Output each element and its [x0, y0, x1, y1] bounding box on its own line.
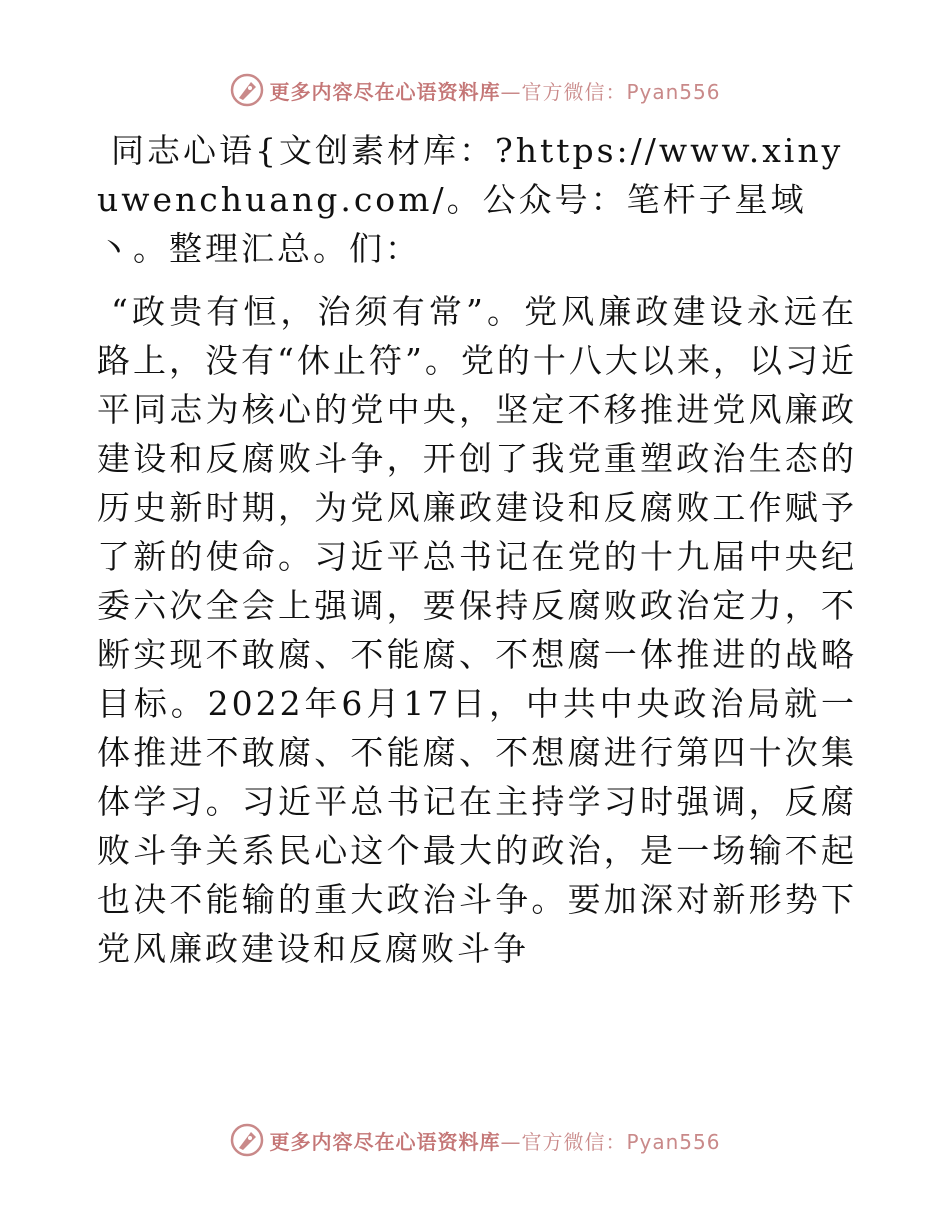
header-banner-text: 更多内容尽在心语资料库—官方微信：Pyan556: [269, 79, 721, 104]
body-paragraph: “政贵有恒，治须有常”。党风廉政建设永远在路上，没有“休止符”。党的十八大以来，以习近平同志为核心的党中央，坚定不移推进党风廉政建设和反腐败斗争，开创了我党重塑政治生态的历史新时期，为党风廉政建设和反腐败工作赋予了新的使命。习近平总书记在党的十九届中央纪委六次全会上强调，要保持反腐败政治定力，不断实现不敢腐、不能腐、不想腐一体推进的战略目标。2022年6月17日，中共中央政治局就一体推进不敢腐、不能腐、不想腐进行第四十次集体学习。习近平总书记在主持学习时强调，反腐败斗争关系民心这个最大的政治，是一场输不起也决不能输的重大政治斗争。要加深对新形势下党风廉政建设和反腐败斗争: [97, 292, 857, 968]
footer-banner-text: 更多内容尽在心语资料库—官方微信：Pyan556: [269, 1129, 721, 1154]
footer-watermark-banner: [0, 1120, 950, 1160]
header-watermark-banner: [0, 70, 950, 110]
intro-paragraph: 同志心语{文创素材库：?https://www.xinyuwenchuang.com/。公众号：笔杆子星域丶。整理汇总。们：: [97, 131, 844, 268]
document-body: [97, 126, 857, 973]
pen-nib-logo-icon: [229, 1122, 265, 1158]
pen-nib-logo-icon: [229, 72, 265, 108]
